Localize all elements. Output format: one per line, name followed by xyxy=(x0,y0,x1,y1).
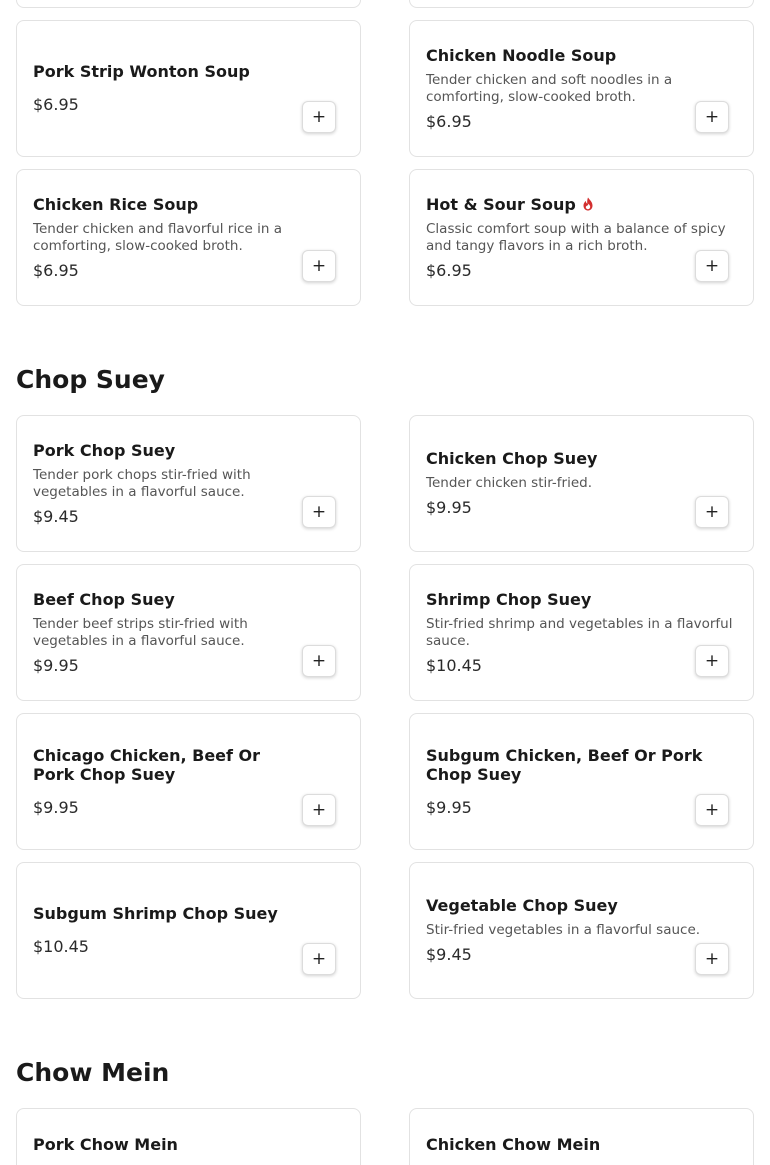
menu-item-info xyxy=(426,21,741,156)
add-to-cart-button[interactable]: + xyxy=(302,101,336,133)
add-to-cart-button[interactable]: + xyxy=(695,943,729,975)
add-to-cart-button[interactable]: + xyxy=(695,101,729,133)
menu-item-card[interactable] xyxy=(16,564,361,701)
menu-item-info xyxy=(426,863,741,998)
menu-item-price: $6.95 xyxy=(426,260,472,280)
menu-item-price: $6.95 xyxy=(33,95,79,114)
menu-item-info xyxy=(426,416,741,551)
menu-item-price: $9.95 xyxy=(33,797,79,817)
add-to-cart-button[interactable]: + xyxy=(302,794,336,826)
menu-item-card[interactable] xyxy=(409,862,754,999)
menu-item-description: Tender pork chops stir-fried with vegetables in a flavorful sauce. xyxy=(33,466,251,500)
menu-item-info xyxy=(33,0,283,7)
menu-item-info xyxy=(33,21,283,156)
menu-item-description: Tender chicken stir-fried. xyxy=(426,475,593,491)
menu-item-description: Stir-fried vegetables in a flavorful sauce. xyxy=(426,922,701,938)
menu-item-name: Shrimp Chop Suey xyxy=(426,589,592,609)
menu-item-info xyxy=(33,1109,283,1165)
menu-item-card[interactable] xyxy=(16,713,361,850)
menu-item-info xyxy=(33,714,283,849)
section-title-chow-mein: Chow Mein xyxy=(16,1058,170,1087)
menu-item-price: $9.95 xyxy=(426,498,472,517)
menu-item-price: $10.45 xyxy=(426,655,482,675)
menu-item-info xyxy=(33,416,283,551)
menu-item-card[interactable] xyxy=(409,1108,754,1165)
spicy-flame-icon xyxy=(582,197,594,211)
menu-item-card[interactable] xyxy=(409,564,754,701)
menu-item-card[interactable] xyxy=(16,0,361,8)
add-to-cart-button[interactable]: + xyxy=(302,250,336,282)
menu-item-card[interactable] xyxy=(409,415,754,552)
add-to-cart-button[interactable]: + xyxy=(695,794,729,826)
menu-item-info xyxy=(426,714,741,849)
menu-item-card[interactable] xyxy=(16,20,361,157)
menu-item-info xyxy=(426,565,741,700)
menu-item-card[interactable] xyxy=(16,1108,361,1165)
menu-item-description: Tender chicken and soft noodles in a comforting, slow-cooked broth. xyxy=(426,71,673,105)
menu-item-name: Chicago Chicken, Beef Or Pork Chop Suey xyxy=(33,745,261,784)
menu-item-name: Pork Strip Wonton Soup xyxy=(33,62,250,81)
menu-item-name: Chicken Rice Soup xyxy=(33,194,199,214)
menu-item-name: Hot & Sour Soup xyxy=(426,194,576,214)
add-to-cart-button[interactable]: + xyxy=(695,645,729,677)
add-to-cart-button[interactable]: + xyxy=(695,496,729,528)
menu-item-name: Vegetable Chop Suey xyxy=(426,896,618,915)
menu-item-name: Chicken Noodle Soup xyxy=(426,45,617,65)
menu-item-description: Stir-fried shrimp and vegetables in a flavorful sauce. xyxy=(426,615,733,649)
menu-item-description: Tender beef strips stir-fried with vegetables in a flavorful sauce. xyxy=(33,615,248,649)
menu-item-info xyxy=(426,1109,741,1165)
menu-item-price: $9.95 xyxy=(33,655,79,675)
menu-item-name: Chicken Chow Mein xyxy=(426,1135,601,1154)
menu-item-name: Beef Chop Suey xyxy=(33,589,175,609)
menu-item-name: Pork Chow Mein xyxy=(33,1135,178,1154)
menu-item-price: $9.45 xyxy=(33,506,79,526)
menu-item-card[interactable] xyxy=(16,415,361,552)
add-to-cart-button[interactable]: + xyxy=(302,943,336,975)
add-to-cart-button[interactable]: + xyxy=(302,645,336,677)
menu-item-card[interactable] xyxy=(16,862,361,999)
menu-item-name: Subgum Shrimp Chop Suey xyxy=(33,904,278,923)
menu-item-description: Classic comfort soup with a balance of spicy and tangy flavors in a rich broth. xyxy=(426,220,726,254)
menu-item-name: Pork Chop Suey xyxy=(33,440,176,460)
menu-item-price: $9.95 xyxy=(426,797,472,817)
menu-item-card[interactable] xyxy=(409,20,754,157)
menu-item-info xyxy=(426,0,741,7)
add-to-cart-button[interactable]: + xyxy=(302,496,336,528)
menu-item-card[interactable] xyxy=(409,0,754,8)
menu-item-info xyxy=(33,565,283,700)
menu-item-price: $6.95 xyxy=(33,260,79,280)
menu-item-description: Tender chicken and flavorful rice in a comforting, slow-cooked broth. xyxy=(33,220,282,254)
menu-item-card[interactable] xyxy=(16,169,361,306)
menu-item-card[interactable] xyxy=(409,169,754,306)
section-title-chop-suey: Chop Suey xyxy=(16,365,165,394)
menu-item-info xyxy=(33,170,283,305)
menu-item-name-row xyxy=(426,195,741,214)
menu-item-card[interactable] xyxy=(409,713,754,850)
add-to-cart-button[interactable]: + xyxy=(695,250,729,282)
menu-item-info xyxy=(426,170,741,305)
menu-item-info xyxy=(33,863,283,998)
menu-item-price: $6.95 xyxy=(426,111,472,131)
menu-item-name: Subgum Chicken, Beef Or Pork Chop Suey xyxy=(426,745,703,784)
menu-item-price: $10.45 xyxy=(33,937,89,956)
menu-item-price: $9.45 xyxy=(426,945,472,964)
menu-item-name: Chicken Chop Suey xyxy=(426,449,598,468)
